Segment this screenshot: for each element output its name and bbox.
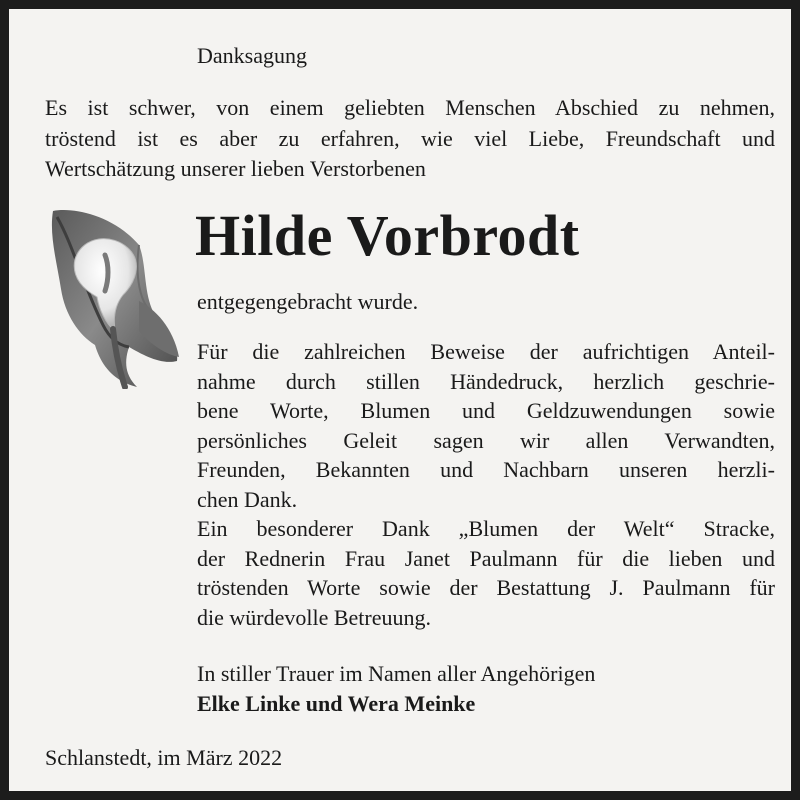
body-line: die würdevolle Betreuung. [197,604,431,630]
body-line: nahme durch stillen Händedruck, herzlich geschrie- [197,368,775,394]
notice-heading: Danksagung [197,43,307,68]
body-line: chen Dank. [197,486,298,512]
body-paragraph [197,337,775,632]
intro-paragraph [45,93,775,185]
intro-line: Wertschätzung unserer lieben Verstorbenen [45,156,426,181]
body-line: tröstenden Worte sowie der Bestattung J. Paulmann für [197,575,775,600]
after-name-text: entgegengebracht wurde. [197,289,419,314]
mourning-line: In stiller Trauer im Namen aller Angehörigen [197,661,596,686]
body-line: Ein besonderer Dank „Blumen der Welt“ Stracke, [197,516,775,541]
calla-lily-icon [43,205,183,389]
body-line: persönliches Geleit sagen wir allen Verwandten, [197,427,775,453]
signers: Elke Linke und Wera Meinke [197,691,476,716]
place-date: Schlanstedt, im März 2022 [45,745,283,770]
deceased-name: Hilde Vorbrodt [195,203,580,268]
body-line: der Rednerin Frau Janet Paulmann für die lieben und [197,545,775,571]
intro-line: tröstend ist es aber zu erfahren, wie viel Liebe, Freundschaft und [45,125,775,151]
body-line: Für die zahlreichen Beweise der aufrichtigen Anteil- [197,339,775,364]
body-line: bene Worte, Blumen und Geldzuwendungen sowie [197,398,775,423]
intro-line: Es ist schwer, von einem geliebten Menschen Abschied zu nehmen, [45,95,775,120]
body-line: Freunden, Bekannten und Nachbarn unseren herzli- [197,457,775,482]
